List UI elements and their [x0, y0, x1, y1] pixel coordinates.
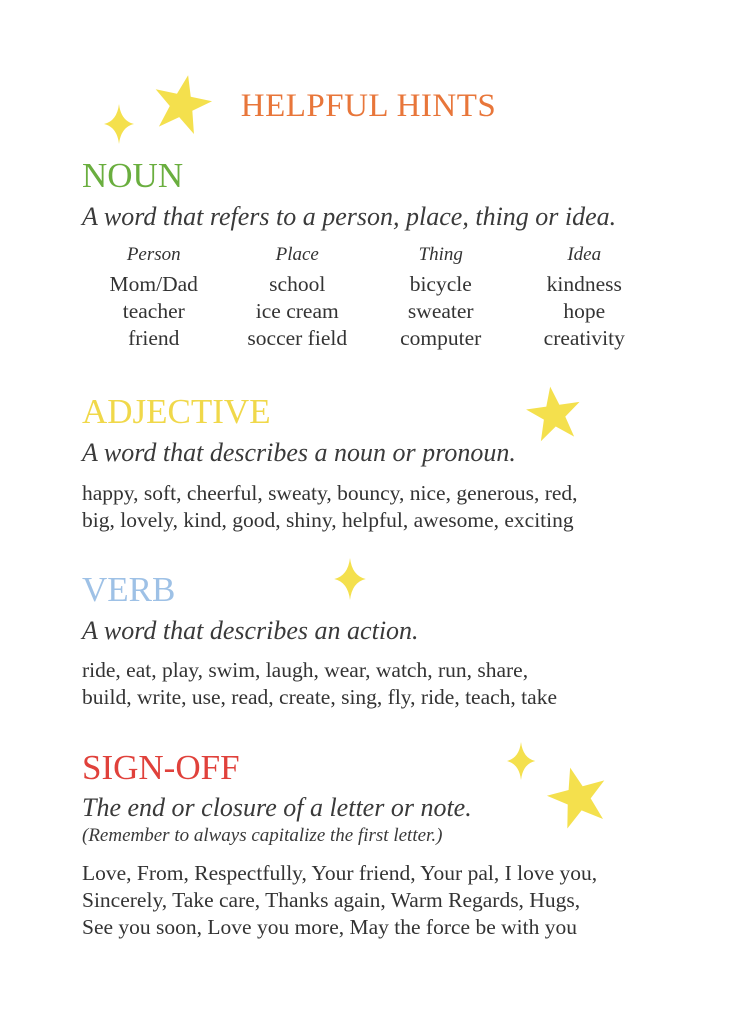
verb-heading: VERB — [82, 570, 176, 609]
signoff-examples — [82, 860, 597, 941]
noun-column-place — [226, 244, 370, 352]
list-item: kindness — [546, 272, 622, 296]
list-item: soccer field — [247, 326, 348, 350]
list-item: creativity — [543, 326, 625, 350]
verb-definition: A word that describes an action. — [82, 616, 419, 645]
examples-line: See you soon, Love you more, May the force be with you — [82, 915, 577, 939]
verb-examples — [82, 657, 557, 711]
column-header: Place — [275, 244, 319, 265]
noun-column-idea — [513, 244, 657, 352]
column-header: Person — [126, 244, 181, 265]
examples-line: Love, From, Respectfully, Your friend, Your pal, I love you, — [82, 861, 598, 885]
signoff-heading: SIGN-OFF — [82, 748, 240, 787]
signoff-note: (Remember to always capitalize the first letter.) — [82, 825, 443, 846]
column-header: Thing — [418, 244, 463, 265]
star-icon — [522, 384, 586, 444]
noun-heading: NOUN — [82, 156, 184, 195]
examples-line: happy, soft, cheerful, sweaty, bouncy, nice, generous, red, — [82, 481, 578, 505]
noun-examples-table — [82, 244, 656, 352]
list-item: computer — [400, 326, 482, 350]
column-header: Idea — [567, 244, 602, 265]
examples-line: big, lovely, kind, good, shiny, helpful, awesome, exciting — [82, 508, 574, 532]
examples-line: ride, eat, play, swim, laugh, wear, watch, run, share, — [82, 658, 529, 682]
page-title: HELPFUL HINTS — [240, 88, 497, 124]
signoff-definition: The end or closure of a letter or note. — [82, 793, 472, 822]
adjective-examples — [82, 480, 578, 534]
list-item: teacher — [122, 299, 185, 323]
list-item: school — [269, 272, 326, 296]
list-item: hope — [563, 299, 606, 323]
noun-column-person — [82, 244, 226, 352]
list-item: Mom/Dad — [109, 272, 198, 296]
list-item: sweater — [407, 299, 474, 323]
sparkle-icon — [506, 742, 536, 780]
sparkle-icon — [334, 558, 366, 600]
noun-definition: A word that refers to a person, place, thing or idea. — [82, 202, 617, 231]
adjective-definition: A word that describes a noun or pronoun. — [82, 438, 516, 467]
list-item: bicycle — [409, 272, 472, 296]
noun-column-thing — [369, 244, 513, 352]
examples-line: build, write, use, read, create, sing, fly, ride, teach, take — [82, 685, 557, 709]
examples-line: Sincerely, Take care, Thanks again, Warm Regards, Hugs, — [82, 888, 581, 912]
star-icon — [545, 762, 611, 832]
list-item: friend — [128, 326, 180, 350]
list-item: ice cream — [255, 299, 339, 323]
adjective-heading: ADJECTIVE — [82, 392, 271, 431]
